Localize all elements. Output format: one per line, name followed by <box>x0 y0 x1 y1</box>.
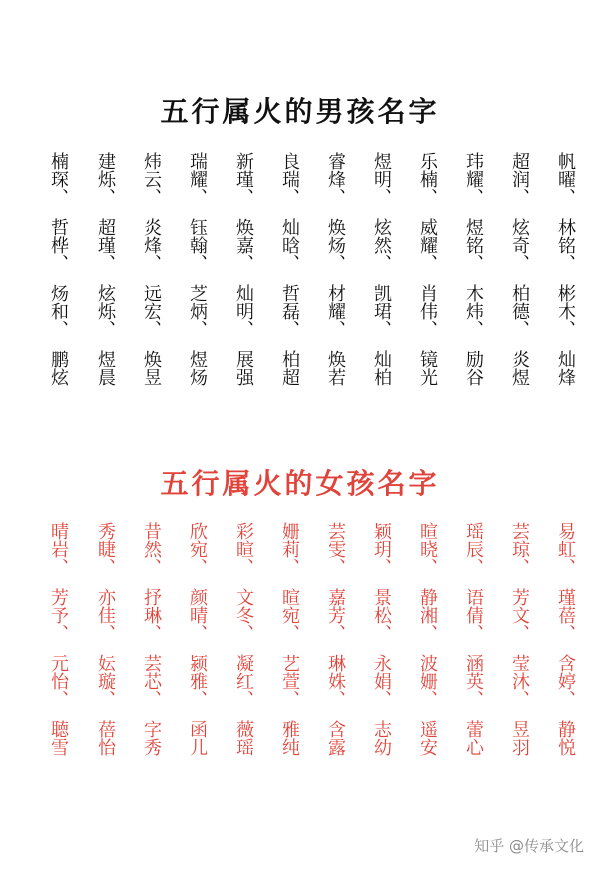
boys-name: 灿晗、 <box>279 218 300 272</box>
boys-name-column <box>508 152 530 416</box>
boys-name: 焕炀、 <box>325 218 346 272</box>
boys-name: 远宏、 <box>141 284 162 338</box>
boys-name-column <box>232 152 254 416</box>
boys-name: 焕嘉、 <box>233 218 254 272</box>
boys-name: 灿明、 <box>233 284 254 338</box>
boys-name-column <box>554 152 576 416</box>
girls-name: 含露 <box>325 720 346 756</box>
girls-name: 姗莉、 <box>279 522 300 576</box>
boys-name: 超瑾、 <box>95 218 116 272</box>
boys-name: 镜光 <box>417 350 438 386</box>
girls-name: 薇瑶 <box>233 720 254 756</box>
boys-name: 灿柏 <box>371 350 392 386</box>
boys-name: 励谷 <box>463 350 484 386</box>
boys-name-column <box>324 152 346 416</box>
girls-name: 雅纯 <box>279 720 300 756</box>
boys-name: 材耀、 <box>325 284 346 338</box>
girls-name: 琳姝、 <box>325 654 346 708</box>
girls-name: 志幼 <box>371 720 392 756</box>
boys-name: 芝炳、 <box>187 284 208 338</box>
boys-name-column <box>47 152 69 416</box>
girls-name: 莹沐、 <box>509 654 530 708</box>
girls-name: 元怡、 <box>48 654 69 708</box>
boys-name: 炜云、 <box>141 152 162 206</box>
girls-name: 字秀 <box>141 720 162 756</box>
girls-name-column <box>370 522 392 786</box>
boys-name: 灿烽 <box>555 350 576 386</box>
girls-name: 文冬、 <box>233 588 254 642</box>
girls-name: 芳予、 <box>48 588 69 642</box>
boys-name: 新瑾、 <box>233 152 254 206</box>
boys-name: 炫然、 <box>371 218 392 272</box>
boys-name: 炀和、 <box>48 284 69 338</box>
girls-name: 抒琳、 <box>141 588 162 642</box>
girls-name: 函儿 <box>187 720 208 756</box>
boys-name: 哲磊、 <box>279 284 300 338</box>
girls-name: 永娟、 <box>371 654 392 708</box>
girls-name: 凝红、 <box>233 654 254 708</box>
boys-name: 睿烽、 <box>325 152 346 206</box>
boys-name: 炫奇、 <box>509 218 530 272</box>
boys-name-column <box>94 152 116 416</box>
girls-name: 暄晓、 <box>417 522 438 576</box>
girls-name: 颖玥、 <box>371 522 392 576</box>
girls-name: 静湘、 <box>417 588 438 642</box>
boys-name: 威耀、 <box>417 218 438 272</box>
boys-name: 炫烁、 <box>95 284 116 338</box>
boys-name: 鹏炫 <box>48 350 69 386</box>
girls-name: 遥安 <box>417 720 438 756</box>
boys-name: 木炜、 <box>463 284 484 338</box>
boys-title: 五行属火的男孩名字 <box>160 95 440 128</box>
boys-name: 哲桦、 <box>48 218 69 272</box>
boys-name-column <box>278 152 300 416</box>
girls-name-column <box>508 522 530 786</box>
boys-name: 柏德、 <box>509 284 530 338</box>
boys-name: 钰翰、 <box>187 218 208 272</box>
girls-name-column <box>278 522 300 786</box>
boys-name: 展强 <box>233 350 254 386</box>
boys-name: 炎煜 <box>509 350 530 386</box>
boys-name: 林铭、 <box>555 218 576 272</box>
girls-name: 亦佳、 <box>95 588 116 642</box>
boys-name-column <box>140 152 162 416</box>
boys-name: 乐楠、 <box>417 152 438 206</box>
girls-name-column <box>94 522 116 786</box>
boys-name: 煜明、 <box>371 152 392 206</box>
boys-name: 凯珺、 <box>371 284 392 338</box>
girls-name-column <box>232 522 254 786</box>
boys-name: 柏超 <box>279 350 300 386</box>
girls-name: 妘璇、 <box>95 654 116 708</box>
girls-name: 颍雅、 <box>187 654 208 708</box>
boys-name: 肖伟、 <box>417 284 438 338</box>
girls-name: 昔然、 <box>141 522 162 576</box>
boys-name: 楠琛、 <box>48 152 69 206</box>
girls-name: 芸雯、 <box>325 522 346 576</box>
girls-name-column <box>186 522 208 786</box>
girls-name: 昱羽 <box>509 720 530 756</box>
girls-name: 景松、 <box>371 588 392 642</box>
girls-name: 颜晴、 <box>187 588 208 642</box>
girls-name-column <box>554 522 576 786</box>
girls-name: 晴岩、 <box>48 522 69 576</box>
girls-name: 静悦 <box>555 720 576 756</box>
girls-name: 芸琼、 <box>509 522 530 576</box>
girls-name-column <box>462 522 484 786</box>
girls-name: 欣宛、 <box>187 522 208 576</box>
boys-name: 炎烽、 <box>141 218 162 272</box>
girls-name: 含婷、 <box>555 654 576 708</box>
boys-name: 煜炀 <box>187 350 208 386</box>
girls-name: 艺萱、 <box>279 654 300 708</box>
boys-name: 帆曜、 <box>555 152 576 206</box>
girls-name-column <box>324 522 346 786</box>
boys-name-column <box>462 152 484 416</box>
boys-name: 煜铭、 <box>463 218 484 272</box>
boys-name: 建烁、 <box>95 152 116 206</box>
girls-name: 蓓怡 <box>95 720 116 756</box>
girls-name: 聴雪 <box>48 720 69 756</box>
girls-name: 芳文、 <box>509 588 530 642</box>
girls-name-column <box>140 522 162 786</box>
girls-name: 蕾心 <box>463 720 484 756</box>
boys-name: 瑞耀、 <box>187 152 208 206</box>
boys-name: 良瑞、 <box>279 152 300 206</box>
girls-name: 瑶辰、 <box>463 522 484 576</box>
boys-name: 超润、 <box>509 152 530 206</box>
watermark: 知乎 @传承文化 <box>474 837 584 855</box>
boys-name: 彬木、 <box>555 284 576 338</box>
girls-name: 秀睫、 <box>95 522 116 576</box>
girls-name: 语倩、 <box>463 588 484 642</box>
boys-name: 煜晨 <box>95 350 116 386</box>
boys-name-column <box>416 152 438 416</box>
girls-name-column <box>47 522 69 786</box>
girls-name: 易虹、 <box>555 522 576 576</box>
boys-name-column <box>186 152 208 416</box>
girls-name-column <box>416 522 438 786</box>
boys-name: 焕若 <box>325 350 346 386</box>
girls-title: 五行属火的女孩名字 <box>160 467 440 500</box>
girls-name: 瑾蓓、 <box>555 588 576 642</box>
boys-name-column <box>370 152 392 416</box>
boys-name: 焕昱 <box>141 350 162 386</box>
girls-name: 嘉芳、 <box>325 588 346 642</box>
girls-name: 波姗、 <box>417 654 438 708</box>
girls-name: 彩暄、 <box>233 522 254 576</box>
girls-name: 芸芯、 <box>141 654 162 708</box>
girls-name: 暄宛、 <box>279 588 300 642</box>
girls-name: 涵英、 <box>463 654 484 708</box>
boys-name: 玮耀、 <box>463 152 484 206</box>
